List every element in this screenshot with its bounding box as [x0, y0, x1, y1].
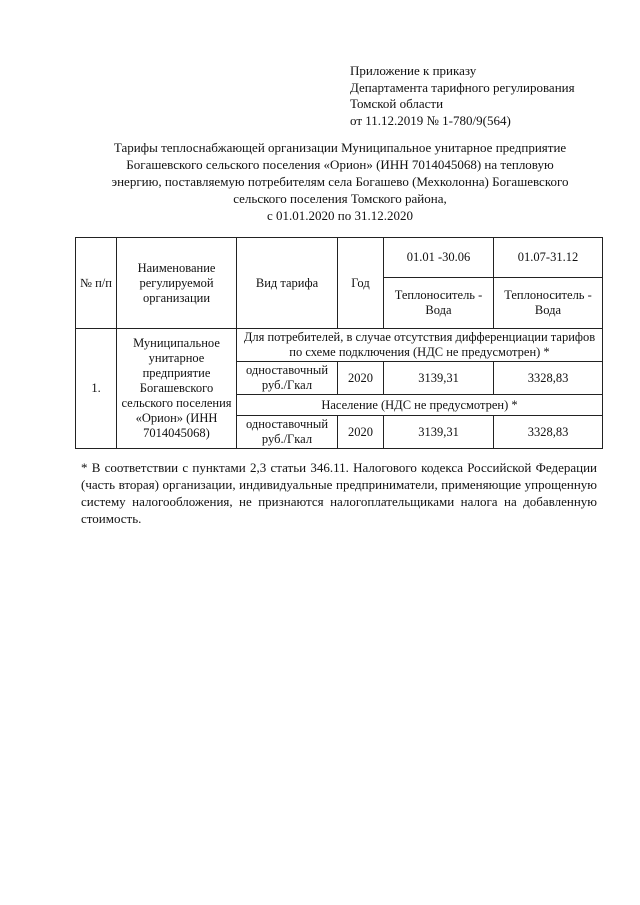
header-carrier-1: Теплоноситель - Вода	[384, 278, 494, 329]
title-line-1: Тарифы теплоснабжающей организации Муниципальное унитарное предприятие	[113, 140, 567, 155]
group-2-title: Население (НДС не предусмотрен) *	[237, 395, 603, 416]
header-num: № п/п	[76, 238, 117, 329]
group-1-title: Для потребителей, в случае отсутствия дифференциации тарифов по схеме подключения (НДС не предусмотрен) *	[237, 329, 603, 362]
value-cell: 3328,83	[494, 362, 603, 395]
header-period-1: 01.01 -30.06	[384, 238, 494, 278]
value-cell: 3139,31	[384, 362, 494, 395]
header-tariff-type: Вид тарифа	[237, 238, 338, 329]
appendix-line-4: от 11.12.2019 № 1-780/9(564)	[350, 112, 511, 128]
year-cell: 2020	[338, 362, 384, 395]
tariff-type-cell: одноставочный руб./Гкал	[237, 362, 338, 395]
tariff-type-cell: одноставочный руб./Гкал	[237, 416, 338, 449]
header-year: Год	[338, 238, 384, 329]
title-line-5: с 01.01.2020 по 31.12.2020	[267, 208, 413, 223]
header-carrier-2: Теплоноситель - Вода	[494, 278, 603, 329]
title-line-4: сельского поселения Томского района,	[233, 191, 447, 206]
row-number: 1.	[76, 329, 117, 449]
footnote: * В соответствии с пунктами 2,3 статьи 346.11. Налогового кодекса Российской Федерации (часть вторая) организации, индивидуальные предприниматели, применяющие упрощенную систему налогообложения, не признаются налогоплательщиками налога на добавленную стоимость.	[81, 460, 597, 526]
title-line-3: энергию, поставляемую потребителям села Богашево (Мехколонна) Богашевского	[111, 174, 569, 189]
tariff-table	[75, 237, 603, 449]
title-line-2: Богашевского сельского поселения «Орион» (ИНН 7014045068) на тепловую	[126, 157, 554, 172]
header-period-2: 01.07-31.12	[494, 238, 603, 278]
organization-name: Муниципальное унитарное предприятие Богашевского сельского поселения «Орион» (ИНН 7014045068)	[117, 329, 237, 449]
appendix-line-3: Томской области	[350, 96, 444, 111]
value-cell: 3328,83	[494, 416, 603, 449]
header-organization: Наименование регулируемой организации	[117, 238, 237, 329]
appendix-line-1: Приложение к приказу	[350, 63, 477, 78]
year-cell: 2020	[338, 416, 384, 449]
appendix-block	[350, 63, 610, 129]
appendix-line-2: Департамента тарифного регулирования	[350, 79, 575, 95]
document-title	[80, 139, 600, 224]
value-cell: 3139,31	[384, 416, 494, 449]
